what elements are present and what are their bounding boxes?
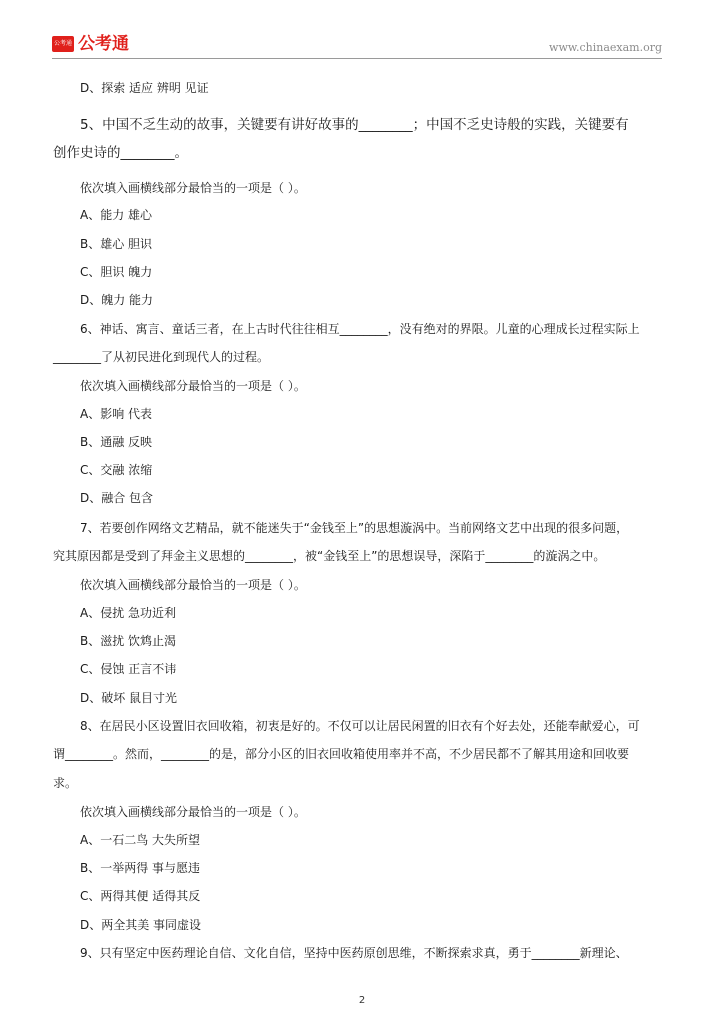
page-header [52, 34, 662, 58]
question-line: 究其原因都是受到了拜金主义思想的________，被“金钱至上”的思想误导，深陷于________的漩涡之中。 [53, 549, 606, 563]
option-line: D、探索 适应 辨明 见证 [80, 81, 209, 95]
option-line: C、交融 浓缩 [80, 463, 153, 477]
instruction-line: 依次填入画横线部分最恰当的一项是（ ）。 [80, 805, 306, 819]
header-divider [52, 58, 662, 59]
option-line: B、滋扰 饮鸩止渴 [80, 634, 177, 648]
question-line: ________了从初民进化到现代人的过程。 [53, 350, 270, 364]
logo-text: 公考通 [78, 34, 129, 54]
page-number: 2 [358, 995, 366, 1006]
option-line: D、破坏 鼠目寸光 [80, 691, 178, 705]
option-line: C、胆识 魄力 [80, 265, 153, 279]
question-line: 6、神话、寓言、童话三者，在上古时代往往相互________，没有绝对的界限。儿童的心理成长过程实际上 [80, 322, 640, 336]
option-line: D、魄力 能力 [80, 293, 154, 307]
option-line: B、一举两得 事与愿违 [80, 861, 201, 875]
question-line: 9、只有坚定中医药理论自信、文化自信，坚持中医药原创思维，不断探索求真，勇于________新理论、 [80, 946, 628, 960]
site-url: www.chinaexam.org [549, 41, 662, 54]
question-line: 求。 [53, 776, 78, 790]
question-line: 5、中国不乏生动的故事，关键要有讲好故事的________；中国不乏史诗般的实践，关键要有 [80, 117, 629, 133]
option-line: A、影响 代表 [80, 407, 153, 421]
question-line: 8、在居民小区设置旧衣回收箱，初衷是好的。不仅可以让居民闲置的旧衣有个好去处，还能奉献爱心，可 [80, 719, 640, 733]
option-line: D、融合 包含 [80, 491, 154, 505]
question-line: 创作史诗的________。 [53, 145, 188, 161]
option-line: A、侵扰 急功近利 [80, 606, 177, 620]
instruction-line: 依次填入画横线部分最恰当的一项是（ ）。 [80, 379, 306, 393]
question-line: 7、若要创作网络文艺精品，就不能迷失于“金钱至上”的思想漩涡中。当前网络文艺中出现的很多问题， [80, 521, 629, 535]
option-line: D、两全其美 事同虚设 [80, 918, 202, 932]
logo-icon: 公考通 [52, 36, 74, 52]
option-line: A、一石二鸟 大失所望 [80, 833, 201, 847]
option-line: C、两得其便 适得其反 [80, 889, 201, 903]
instruction-line: 依次填入画横线部分最恰当的一项是（ ）。 [80, 181, 306, 195]
option-line: A、能力 雄心 [80, 208, 153, 222]
option-line: B、通融 反映 [80, 435, 153, 449]
option-line: B、雄心 胆识 [80, 237, 153, 251]
option-line: C、侵蚀 正言不讳 [80, 662, 177, 676]
question-line: 谓________。然而，________的是，部分小区的旧衣回收箱使用率并不高，不少居民都不了解其用途和回收要 [53, 747, 630, 761]
instruction-line: 依次填入画横线部分最恰当的一项是（ ）。 [80, 578, 306, 592]
